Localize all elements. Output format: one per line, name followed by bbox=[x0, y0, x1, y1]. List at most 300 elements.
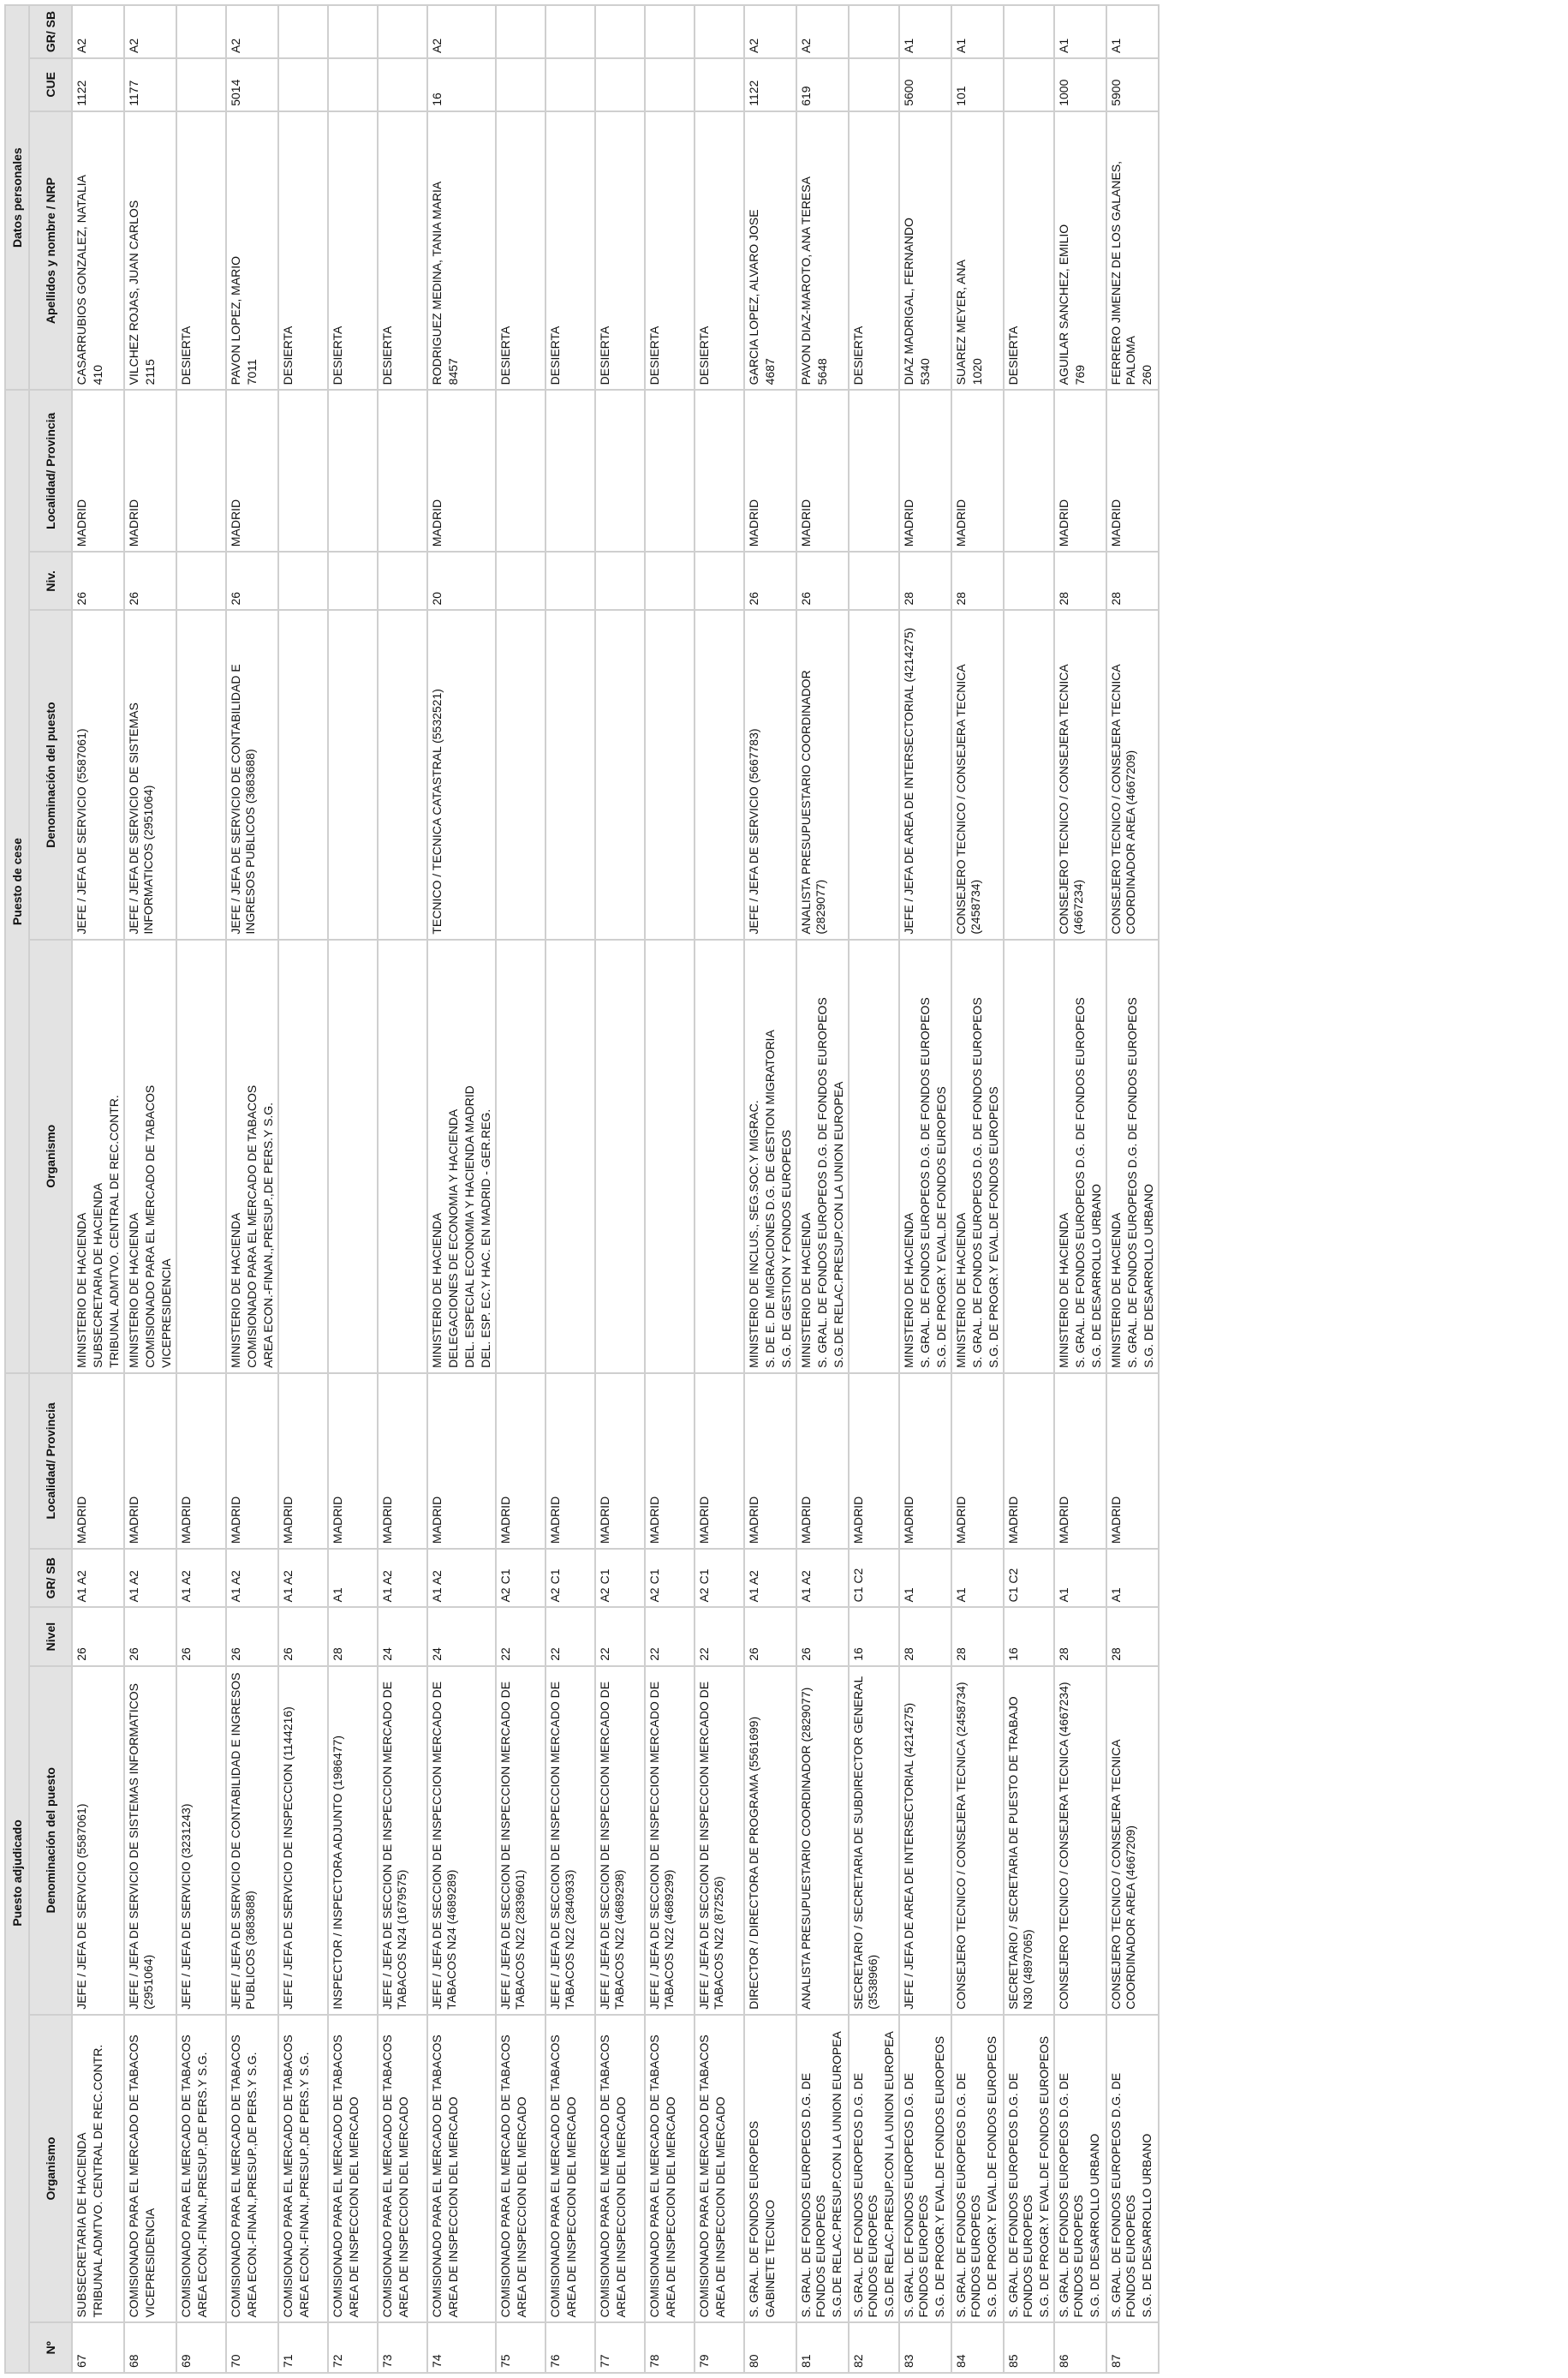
cell-nivel: 22 bbox=[595, 1607, 645, 1665]
cell-nivel: 24 bbox=[427, 1607, 496, 1665]
cell-cese-localidad bbox=[328, 390, 378, 552]
cell-cese-nivel bbox=[1004, 552, 1054, 610]
cell-nivel: 22 bbox=[496, 1607, 546, 1665]
cell-cese-localidad: MADRID bbox=[744, 390, 796, 552]
cell-cese-organismo bbox=[546, 940, 595, 1373]
cell-denominacion: JEFE / JEFA DE SERVICIO (3231243) bbox=[176, 1666, 226, 2015]
cell-cese-organismo bbox=[744, 940, 796, 1373]
cell-num: 70 bbox=[226, 2322, 278, 2373]
cell-denominacion: JEFE / JEFA DE SECCION DE INSPECCION MERCADO DE TABACOS N22 (4689299) bbox=[645, 1666, 695, 2015]
cell-personal-gr-sb: A2 bbox=[124, 5, 176, 58]
cell-personal-gr-sb bbox=[645, 5, 695, 58]
organismo-line: AREA DE INSPECCION DEL MERCADO bbox=[347, 2096, 361, 2318]
table-row bbox=[278, 5, 328, 2373]
cell-nivel: 26 bbox=[226, 1607, 278, 1665]
cell-denominacion: SECRETARIO / SECRETARIA DE PUESTO DE TRABAJO N30 (4897065) bbox=[1004, 1666, 1054, 2015]
person-name: DESIERTA bbox=[598, 326, 611, 385]
organismo-line: COMISIONADO PARA EL MERCADO DE TABACOS bbox=[598, 2034, 611, 2318]
organismo-line: S. GRAL. DE FONDOS EUROPEOS D.G. DE FONDOS EUROPEOS bbox=[902, 2072, 930, 2318]
cell-organismo bbox=[278, 2015, 328, 2323]
organismo-line: S.G.DE RELAC.PRESUP.CON LA UNION EUROPEA bbox=[882, 2031, 896, 2318]
cell-organismo bbox=[496, 2015, 546, 2323]
cell-organismo bbox=[176, 2015, 226, 2323]
cell-cese-denominacion: JEFE / JEFA DE SERVICIO (5667783) bbox=[744, 611, 796, 940]
cell-denominacion: JEFE / JEFA DE SERVICIO DE CONTABILIDAD E INGRESOS PUBLICOS (3683688) bbox=[226, 1666, 278, 2015]
cell-denominacion: JEFE / JEFA DE SERVICIO DE SISTEMAS INFORMATICOS (2951064) bbox=[124, 1666, 176, 2015]
cell-cese-localidad bbox=[496, 390, 546, 552]
cell-cue bbox=[1004, 58, 1054, 111]
cell-cese-nivel: 28 bbox=[899, 552, 951, 610]
person-nrp: 260 bbox=[1140, 364, 1154, 385]
cell-organismo bbox=[546, 2015, 595, 2323]
cell-cese-nivel bbox=[695, 552, 744, 610]
person-name: DESIERTA bbox=[281, 326, 295, 385]
cell-num: 73 bbox=[378, 2322, 427, 2373]
cell-gr-sb: A1 bbox=[899, 1549, 951, 1607]
cell-cese-localidad: MADRID bbox=[226, 390, 278, 552]
cell-localidad: MADRID bbox=[328, 1373, 378, 1549]
organismo-line: S.G. DE PROGR.Y EVAL.DE FONDOS EUROPEOS bbox=[933, 2035, 946, 2318]
cell-cese-denominacion: CONSEJERO TECNICO / CONSEJERA TECNICA (4667234) bbox=[1054, 611, 1106, 940]
cell-organismo bbox=[1004, 2015, 1054, 2323]
cell-localidad: MADRID bbox=[124, 1373, 176, 1549]
cell-localidad: MADRID bbox=[796, 1373, 849, 1549]
cell-denominacion: JEFE / JEFA DE SECCION DE INSPECCION MERCADO DE TABACOS N24 (4689289) bbox=[427, 1666, 496, 2015]
cell-cese-nivel: 28 bbox=[1106, 552, 1159, 610]
cell-gr-sb: A1 A2 bbox=[744, 1549, 796, 1607]
cell-apellidos-nombre bbox=[328, 111, 378, 391]
cese-organismo-line: S. GRAL. DE FONDOS EUROPEOS D.G. DE FONDOS EUROPEOS bbox=[918, 997, 932, 1368]
cell-cue bbox=[278, 58, 328, 111]
cell-cue bbox=[546, 58, 595, 111]
cell-apellidos-nombre bbox=[744, 111, 796, 391]
cell-denominacion: JEFE / JEFA DE SECCION DE INSPECCION MERCADO DE TABACOS N22 (2839601) bbox=[496, 1666, 546, 2015]
cese-organismo-line: DEL. ESP. EC.Y HAC. EN MADRID - GER.REG. bbox=[479, 1108, 492, 1368]
cell-denominacion: JEFE / JEFA DE SECCION DE INSPECCION MERCADO DE TABACOS N22 (2840933) bbox=[546, 1666, 595, 2015]
cell-apellidos-nombre bbox=[1054, 111, 1106, 391]
cell-personal-gr-sb bbox=[595, 5, 645, 58]
cese-organismo-line: COMISIONADO PARA EL MERCADO DE TABACOS bbox=[245, 1084, 259, 1368]
cese-organismo-line: S.G.DE RELAC.PRESUP.CON LA UNION EUROPEA bbox=[832, 1081, 845, 1368]
cell-gr-sb: A2 C1 bbox=[645, 1549, 695, 1607]
cell-gr-sb: C1 C2 bbox=[1004, 1549, 1054, 1607]
cell-cese-denominacion bbox=[645, 611, 695, 940]
cell-cese-denominacion bbox=[595, 611, 645, 940]
cell-personal-gr-sb bbox=[1004, 5, 1054, 58]
organismo-line: S. GRAL. DE FONDOS EUROPEOS D.G. DE FONDOS EUROPEOS bbox=[954, 2072, 982, 2318]
organismo-line: SUBSECRETARIA DE HACIENDA bbox=[75, 2132, 88, 2318]
person-name: RODRIGUEZ MEDINA, TANIA MARIA bbox=[430, 181, 444, 385]
person-nrp: 5340 bbox=[918, 358, 932, 385]
cell-cese-nivel: 26 bbox=[72, 552, 124, 610]
cell-localidad: MADRID bbox=[546, 1373, 595, 1549]
cell-cese-organismo bbox=[176, 940, 226, 1373]
cell-localidad: MADRID bbox=[72, 1373, 124, 1549]
cell-gr-sb: A1 bbox=[328, 1549, 378, 1607]
table-row bbox=[124, 5, 176, 2373]
cell-cese-organismo bbox=[496, 940, 546, 1373]
cell-nivel: 28 bbox=[1054, 1607, 1106, 1665]
cese-organismo-line: S. GRAL. DE FONDOS EUROPEOS D.G. DE FONDOS EUROPEOS bbox=[1125, 997, 1139, 1368]
cell-num: 81 bbox=[796, 2322, 849, 2373]
cell-denominacion: ANALISTA PRESUPUESTARIO COORDINADOR (2829077) bbox=[796, 1666, 849, 2015]
cell-cese-localidad: MADRID bbox=[72, 390, 124, 552]
cell-nivel: 16 bbox=[1004, 1607, 1054, 1665]
cell-cese-nivel bbox=[645, 552, 695, 610]
assignments-table bbox=[4, 4, 1160, 2374]
cell-organismo bbox=[378, 2015, 427, 2323]
cell-organismo bbox=[1106, 2015, 1159, 2323]
organismo-line: COMISIONADO PARA EL MERCADO DE TABACOS bbox=[127, 2034, 140, 2318]
cell-cese-nivel: 26 bbox=[796, 552, 849, 610]
table-row bbox=[695, 5, 744, 2373]
cell-gr-sb: A2 C1 bbox=[595, 1549, 645, 1607]
cell-cue: 1000 bbox=[1054, 58, 1106, 111]
person-name: GARCIA LOPEZ, ALVARO JOSE bbox=[747, 209, 760, 385]
person-nrp: 1020 bbox=[970, 358, 984, 385]
person-name: PAVON LOPEZ, MARIO bbox=[229, 255, 242, 385]
cell-denominacion: JEFE / JEFA DE SECCION DE INSPECCION MERCADO DE TABACOS N22 (4689298) bbox=[595, 1666, 645, 2015]
table-row bbox=[496, 5, 546, 2373]
cell-cese-denominacion: CONSEJERO TECNICO / CONSEJERA TECNICA (2458734) bbox=[951, 611, 1004, 940]
organismo-line: COMISIONADO PARA EL MERCADO DE TABACOS bbox=[229, 2034, 242, 2318]
person-name: PAVON DIAZ-MAROTO, ANA TERESA bbox=[799, 176, 813, 385]
cell-denominacion: CONSEJERO TECNICO / CONSEJERA TECNICA (2458734) bbox=[951, 1666, 1004, 2015]
cese-organismo-line: MINISTERIO DE HACIENDA bbox=[229, 1212, 242, 1368]
cell-denominacion: CONSEJERO TECNICO / CONSEJERA TECNICA COORDINADOR AREA (4667209) bbox=[1106, 1666, 1159, 2015]
cell-cese-denominacion bbox=[176, 611, 226, 940]
col-cese-denominacion: Denominación del puesto bbox=[29, 611, 72, 940]
cell-nivel: 28 bbox=[1106, 1607, 1159, 1665]
cell-personal-gr-sb: A1 bbox=[1106, 5, 1159, 58]
cell-cese-nivel bbox=[595, 552, 645, 610]
cell-cese-organismo bbox=[796, 940, 849, 1373]
cell-nivel: 24 bbox=[378, 1607, 427, 1665]
organismo-line: AREA DE INSPECCION DEL MERCADO bbox=[446, 2096, 460, 2318]
cell-localidad: MADRID bbox=[645, 1373, 695, 1549]
col-organismo: Organismo bbox=[29, 2015, 72, 2323]
col-localidad: Localidad/ Provincia bbox=[29, 1373, 72, 1549]
person-nrp: 7011 bbox=[245, 359, 259, 385]
cell-cese-nivel: 26 bbox=[226, 552, 278, 610]
cell-cese-organismo bbox=[645, 940, 695, 1373]
organismo-line: S. GRAL. DE FONDOS EUROPEOS D.G. DE FONDOS EUROPEOS bbox=[1057, 2072, 1085, 2318]
cell-personal-gr-sb bbox=[546, 5, 595, 58]
cell-cese-nivel: 28 bbox=[1054, 552, 1106, 610]
cell-cue bbox=[595, 58, 645, 111]
cese-organismo-line: TRIBUNAL ADMTVO. CENTRAL DE REC.CONTR. bbox=[107, 1095, 121, 1368]
col-num: Nº bbox=[29, 2322, 72, 2373]
cell-localidad: MADRID bbox=[427, 1373, 496, 1549]
cell-denominacion: JEFE / JEFA DE AREA DE INTERSECTORIAL (4214275) bbox=[899, 1666, 951, 2015]
cell-cese-denominacion: ANALISTA PRESUPUESTARIO COORDINADOR (2829077) bbox=[796, 611, 849, 940]
cell-apellidos-nombre bbox=[645, 111, 695, 391]
cese-organismo-line: MINISTERIO DE HACIENDA bbox=[1109, 1212, 1123, 1368]
table-row bbox=[226, 5, 278, 2373]
cell-apellidos-nombre bbox=[176, 111, 226, 391]
cell-nivel: 26 bbox=[278, 1607, 328, 1665]
cell-localidad: MADRID bbox=[1054, 1373, 1106, 1549]
cese-organismo-line: VICEPRESIDENCIA bbox=[159, 1258, 173, 1368]
cell-organismo bbox=[695, 2015, 744, 2323]
cell-cese-denominacion: JEFE / JEFA DE SERVICIO DE CONTABILIDAD E INGRESOS PUBLICOS (3683688) bbox=[226, 611, 278, 940]
cell-gr-sb: A2 C1 bbox=[496, 1549, 546, 1607]
cell-gr-sb: C1 C2 bbox=[849, 1549, 899, 1607]
cell-cese-organismo bbox=[595, 940, 645, 1373]
organismo-line: AREA DE INSPECCION DEL MERCADO bbox=[713, 2096, 727, 2318]
cese-organismo-line: S. GRAL. DE FONDOS EUROPEOS D.G. DE FONDOS EUROPEOS bbox=[970, 997, 984, 1368]
cell-num: 84 bbox=[951, 2322, 1004, 2373]
cell-cese-organismo bbox=[951, 940, 1004, 1373]
cell-cese-localidad bbox=[1004, 390, 1054, 552]
cese-organismo-line: S. GRAL. DE FONDOS EUROPEOS D.G. DE FONDOS EUROPEOS bbox=[815, 997, 829, 1368]
cese-organismo-line: MINISTERIO DE HACIENDA bbox=[430, 1212, 444, 1368]
cell-num: 76 bbox=[546, 2322, 595, 2373]
cell-cese-organismo bbox=[1004, 940, 1054, 1373]
col-cese-localidad: Localidad/ Provincia bbox=[29, 390, 72, 552]
person-nrp: 769 bbox=[1073, 364, 1087, 385]
organismo-line: VICEPRESIDENCIA bbox=[143, 2208, 157, 2318]
cell-cese-denominacion bbox=[328, 611, 378, 940]
cell-personal-gr-sb bbox=[328, 5, 378, 58]
cell-nivel: 26 bbox=[124, 1607, 176, 1665]
cell-personal-gr-sb bbox=[849, 5, 899, 58]
cell-personal-gr-sb: A1 bbox=[951, 5, 1004, 58]
organismo-line: COMISIONADO PARA EL MERCADO DE TABACOS bbox=[430, 2034, 444, 2318]
group-puesto-cese: Puesto de cese bbox=[5, 390, 29, 1373]
cell-gr-sb: A1 bbox=[1106, 1549, 1159, 1607]
cell-cue bbox=[695, 58, 744, 111]
cell-cue bbox=[849, 58, 899, 111]
organismo-line: AREA DE INSPECCION DEL MERCADO bbox=[396, 2096, 410, 2318]
cell-localidad: MADRID bbox=[951, 1373, 1004, 1549]
cese-organismo-line: SUBSECRETARIA DE HACIENDA bbox=[91, 1182, 104, 1368]
cell-gr-sb: A1 A2 bbox=[124, 1549, 176, 1607]
cell-gr-sb: A2 C1 bbox=[695, 1549, 744, 1607]
cell-localidad: MADRID bbox=[176, 1373, 226, 1549]
organismo-line: S. GRAL. DE FONDOS EUROPEOS bbox=[747, 2120, 760, 2318]
cell-cese-organismo bbox=[226, 940, 278, 1373]
cell-cue: 5600 bbox=[899, 58, 951, 111]
group-puesto-adjudicado: Puesto adjudicado bbox=[5, 1373, 29, 2373]
cell-localidad: MADRID bbox=[496, 1373, 546, 1549]
cell-cese-organismo bbox=[849, 940, 899, 1373]
cese-organismo-line: DEL. ESPECIAL ECONOMIA Y HACIENDA MADRID bbox=[462, 1085, 476, 1368]
cell-apellidos-nombre bbox=[1004, 111, 1054, 391]
cell-apellidos-nombre bbox=[899, 111, 951, 391]
cell-cese-nivel bbox=[176, 552, 226, 610]
organismo-line: COMISIONADO PARA EL MERCADO DE TABACOS bbox=[179, 2034, 193, 2318]
cell-cese-denominacion bbox=[849, 611, 899, 940]
cell-apellidos-nombre bbox=[1106, 111, 1159, 391]
cell-num: 85 bbox=[1004, 2322, 1054, 2373]
organismo-line: GABINETE TECNICO bbox=[763, 2199, 777, 2318]
cell-nivel: 28 bbox=[951, 1607, 1004, 1665]
cell-personal-gr-sb: A2 bbox=[796, 5, 849, 58]
organismo-line: COMISIONADO PARA EL MERCADO DE TABACOS bbox=[548, 2034, 562, 2318]
cell-cese-localidad bbox=[546, 390, 595, 552]
organismo-line: COMISIONADO PARA EL MERCADO DE TABACOS bbox=[281, 2034, 295, 2318]
cell-cese-localidad: MADRID bbox=[1054, 390, 1106, 552]
cese-organismo-line: S.G. DE DESARROLLO URBANO bbox=[1142, 1184, 1155, 1368]
cell-cese-localidad bbox=[176, 390, 226, 552]
person-name: DESIERTA bbox=[331, 326, 344, 385]
cell-personal-gr-sb: A2 bbox=[72, 5, 124, 58]
cell-localidad: MADRID bbox=[278, 1373, 328, 1549]
cell-cese-denominacion bbox=[546, 611, 595, 940]
col-cese-organismo: Organismo bbox=[29, 940, 72, 1373]
cese-organismo-line: MINISTERIO DE HACIENDA bbox=[799, 1212, 813, 1368]
organismo-line: AREA ECON.-FINAN.,PRESUP.,DE PERS.Y S.G. bbox=[245, 2052, 259, 2318]
organismo-line: COMISIONADO PARA EL MERCADO DE TABACOS bbox=[697, 2034, 711, 2318]
person-name: DESIERTA bbox=[380, 326, 394, 385]
cell-localidad: MADRID bbox=[595, 1373, 645, 1549]
organismo-line: S.G. DE DESARROLLO URBANO bbox=[1088, 2133, 1101, 2318]
cell-organismo bbox=[849, 2015, 899, 2323]
table-row bbox=[1054, 5, 1106, 2373]
cell-gr-sb: A1 A2 bbox=[72, 1549, 124, 1607]
person-name: SUAREZ MEYER, ANA bbox=[954, 260, 968, 385]
cell-cese-nivel bbox=[378, 552, 427, 610]
organismo-line: AREA DE INSPECCION DEL MERCADO bbox=[515, 2096, 528, 2318]
cell-cue: 619 bbox=[796, 58, 849, 111]
cell-cue: 1177 bbox=[124, 58, 176, 111]
table-row bbox=[595, 5, 645, 2373]
cell-denominacion: CONSEJERO TECNICO / CONSEJERA TECNICA (4667234) bbox=[1054, 1666, 1106, 2015]
cell-cese-denominacion bbox=[378, 611, 427, 940]
person-name: CASARRUBIOS GONZALEZ, NATALIA bbox=[75, 175, 88, 385]
cell-apellidos-nombre bbox=[427, 111, 496, 391]
cell-organismo bbox=[645, 2015, 695, 2323]
cell-personal-gr-sb bbox=[176, 5, 226, 58]
cell-nivel: 26 bbox=[72, 1607, 124, 1665]
cell-apellidos-nombre bbox=[546, 111, 595, 391]
cell-cese-denominacion: CONSEJERO TECNICO / CONSEJERA TECNICA COORDINADOR AREA (4667209) bbox=[1106, 611, 1159, 940]
cell-apellidos-nombre bbox=[695, 111, 744, 391]
cell-num: 79 bbox=[695, 2322, 744, 2373]
cell-denominacion: INSPECTOR / INSPECTORA ADJUNTO (1986477) bbox=[328, 1666, 378, 2015]
organismo-line: S.G. DE DESARROLLO URBANO bbox=[1140, 2133, 1154, 2318]
col-personal-gr-sb: GR/ SB bbox=[29, 5, 72, 58]
cell-organismo bbox=[124, 2015, 176, 2323]
cell-cue bbox=[496, 58, 546, 111]
cell-denominacion: JEFE / JEFA DE SECCION DE INSPECCION MERCADO DE TABACOS N22 (872526) bbox=[695, 1666, 744, 2015]
person-name: AGUILAR SANCHEZ, EMILIO bbox=[1057, 224, 1070, 385]
cell-cue: 101 bbox=[951, 58, 1004, 111]
cell-localidad: MADRID bbox=[744, 1373, 796, 1549]
cell-gr-sb: A2 C1 bbox=[546, 1549, 595, 1607]
cell-cese-organismo bbox=[378, 940, 427, 1373]
cell-nivel: 28 bbox=[899, 1607, 951, 1665]
person-name: DIAZ MADRIGAL, FERNANDO bbox=[902, 218, 915, 385]
organismo-line: AREA DE INSPECCION DEL MERCADO bbox=[664, 2096, 677, 2318]
cell-localidad: MADRID bbox=[849, 1373, 899, 1549]
cell-gr-sb: A1 bbox=[951, 1549, 1004, 1607]
table-row bbox=[1004, 5, 1054, 2373]
person-nrp: 410 bbox=[91, 364, 104, 385]
cell-num: 69 bbox=[176, 2322, 226, 2373]
table-row bbox=[427, 5, 496, 2373]
cell-localidad: MADRID bbox=[378, 1373, 427, 1549]
table-row bbox=[796, 5, 849, 2373]
cell-num: 80 bbox=[744, 2322, 796, 2373]
cell-personal-gr-sb: A2 bbox=[744, 5, 796, 58]
table-body bbox=[72, 5, 1159, 2373]
cell-organismo bbox=[899, 2015, 951, 2323]
cell-cese-nivel: 28 bbox=[951, 552, 1004, 610]
cese-organismo-line: S.G. DE DESARROLLO URBANO bbox=[1089, 1184, 1103, 1368]
cell-apellidos-nombre bbox=[378, 111, 427, 391]
cell-gr-sb: A1 A2 bbox=[278, 1549, 328, 1607]
cell-num: 77 bbox=[595, 2322, 645, 2373]
cell-cese-nivel: 26 bbox=[744, 552, 796, 610]
cell-cese-nivel bbox=[328, 552, 378, 610]
cell-cese-denominacion bbox=[496, 611, 546, 940]
cell-localidad: MADRID bbox=[226, 1373, 278, 1549]
cell-cue: 1122 bbox=[72, 58, 124, 111]
cese-organismo-line: MINISTERIO DE HACIENDA bbox=[75, 1212, 88, 1368]
cell-cese-organismo bbox=[427, 940, 496, 1373]
cell-organismo bbox=[951, 2015, 1004, 2323]
cell-denominacion: SECRETARIO / SECRETARIA DE SUBDIRECTOR GENERAL (3538966) bbox=[849, 1666, 899, 2015]
cell-cese-organismo bbox=[695, 940, 744, 1373]
organismo-line: AREA ECON.-FINAN.,PRESUP.,DE PERS.Y S.G. bbox=[297, 2052, 311, 2318]
cell-cese-localidad: MADRID bbox=[796, 390, 849, 552]
cell-apellidos-nombre bbox=[124, 111, 176, 391]
cell-localidad: MADRID bbox=[695, 1373, 744, 1549]
cell-cese-localidad: MADRID bbox=[427, 390, 496, 552]
organismo-line: S. GRAL. DE FONDOS EUROPEOS D.G. DE FONDOS EUROPEOS bbox=[1109, 2072, 1137, 2318]
cell-num: 67 bbox=[72, 2322, 124, 2373]
cell-apellidos-nombre bbox=[72, 111, 124, 391]
cell-apellidos-nombre bbox=[849, 111, 899, 391]
table-row bbox=[176, 5, 226, 2373]
cell-cue bbox=[645, 58, 695, 111]
cell-cese-nivel: 26 bbox=[124, 552, 176, 610]
cell-personal-gr-sb bbox=[496, 5, 546, 58]
organismo-line: COMISIONADO PARA EL MERCADO DE TABACOS bbox=[498, 2034, 512, 2318]
cell-num: 72 bbox=[328, 2322, 378, 2373]
cell-nivel: 22 bbox=[645, 1607, 695, 1665]
organismo-line: AREA DE INSPECCION DEL MERCADO bbox=[614, 2096, 628, 2318]
cell-cese-localidad bbox=[595, 390, 645, 552]
cell-personal-gr-sb: A2 bbox=[226, 5, 278, 58]
cell-cese-denominacion bbox=[278, 611, 328, 940]
cell-gr-sb: A1 A2 bbox=[427, 1549, 496, 1607]
cell-cese-nivel bbox=[546, 552, 595, 610]
cell-cese-localidad: MADRID bbox=[1106, 390, 1159, 552]
cell-cue bbox=[328, 58, 378, 111]
person-nrp: 5648 bbox=[815, 358, 829, 385]
group-datos-personales: Datos personales bbox=[5, 5, 29, 390]
cell-apellidos-nombre bbox=[595, 111, 645, 391]
cese-organismo-line: S.G. DE PROGR.Y EVAL.DE FONDOS EUROPEOS bbox=[934, 1086, 948, 1368]
cell-personal-gr-sb: A1 bbox=[1054, 5, 1106, 58]
cell-cue bbox=[176, 58, 226, 111]
cell-nivel: 26 bbox=[744, 1607, 796, 1665]
col-cue: CUE bbox=[29, 58, 72, 111]
cese-organismo-line: COMISIONADO PARA EL MERCADO DE TABACOS bbox=[143, 1084, 157, 1368]
cell-nivel: 22 bbox=[695, 1607, 744, 1665]
organismo-line: S.G. DE PROGR.Y EVAL.DE FONDOS EUROPEOS bbox=[1037, 2035, 1051, 2318]
table-row bbox=[328, 5, 378, 2373]
table-row bbox=[1106, 5, 1159, 2373]
cell-organismo bbox=[427, 2015, 496, 2323]
cell-cese-localidad bbox=[849, 390, 899, 552]
cell-denominacion: DIRECTOR / DIRECTORA DE PROGRAMA (5561699) bbox=[744, 1666, 796, 2015]
cell-cese-denominacion bbox=[1004, 611, 1054, 940]
cese-organismo-line: MINISTERIO DE HACIENDA bbox=[1057, 1212, 1070, 1368]
